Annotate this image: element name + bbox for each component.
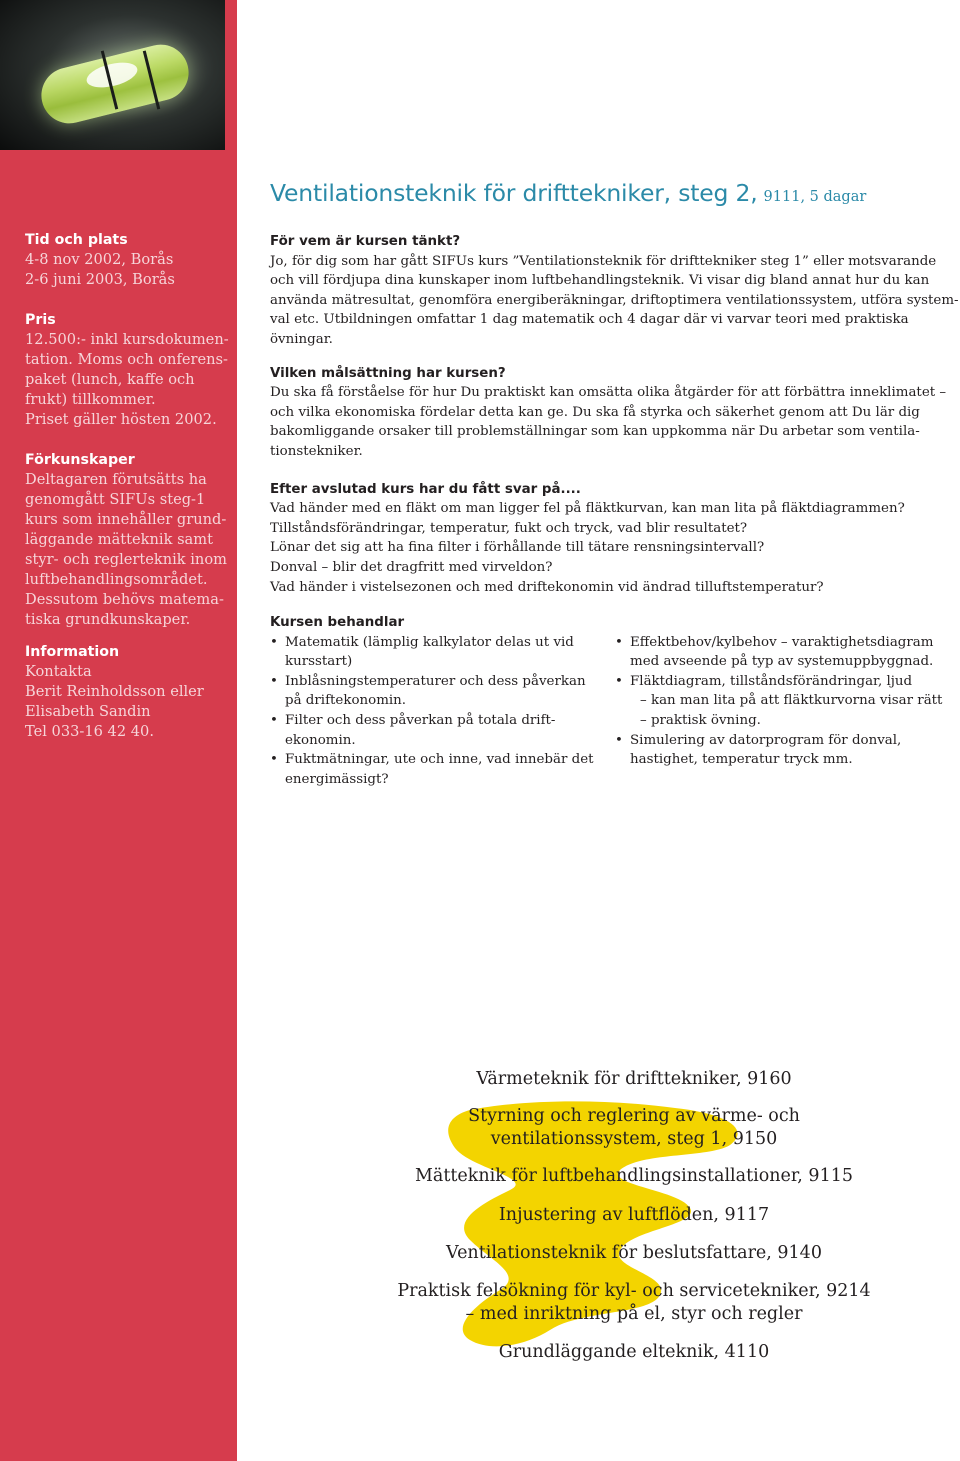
course-item: ventilationssystem, steg 1, 9150 <box>490 1129 778 1149</box>
tid-line: 4-8 nov 2002, Borås <box>25 251 174 268</box>
section-line: Du ska få förståelse för hur Du praktiskt kan omsätta olika åtgärder för att förbättra inneklimatet – <box>270 385 947 401</box>
course-item: Ventilationsteknik för beslutsfattare, 9140 <box>446 1243 822 1263</box>
section-line: bakomliggande orsaker till problemställningar som kan uppkomma när Du arbetar som ventila- <box>270 424 920 440</box>
forkunskaper-line: Dessutom behövs matema- <box>25 591 224 608</box>
information-line: Tel 033-16 42 40. <box>25 723 154 740</box>
topic-item: • Fuktmätningar, ute och inne, vad innebär det energimässigt? <box>270 750 615 789</box>
section-line: och vill fördjupa dina kunskaper inom luftbehandlingsteknik. Vi visar dig bland annat hur du kan <box>270 273 930 289</box>
section-line: Lönar det sig att ha fina filter i förhållande till tätare rensningsintervall? <box>270 540 765 556</box>
pris-heading: Pris <box>25 312 56 328</box>
tid-line: 2-6 juni 2003, Borås <box>25 271 175 288</box>
section-heading: Vilken målsättning har kursen? <box>270 365 506 381</box>
pris-line: paket (lunch, kaffe och <box>25 371 195 388</box>
forkunskaper-line: tiska grundkunskaper. <box>25 611 191 628</box>
page-subtitle: 9111, 5 dagar <box>763 189 867 205</box>
topic-item: • Fläktdiagram, tillståndsförändringar, ljud – kan man lita på att fläktkurvorna visar rätt – praktisk övning. <box>615 672 960 731</box>
topic-item: • Filter och dess påverkan på totala drift- ekonomin. <box>270 711 615 750</box>
section-line: val etc. Utbildningen omfattar 1 dag matematik och 4 dagar där vi varvar teori med praktiska övningar. <box>270 312 909 347</box>
topic-item: • Inblåsningstemperaturer och dess påverkan på driftekonomin. <box>270 672 615 711</box>
section-line: Jo, för dig som har gått SIFUs kurs ”Ventilationsteknik för drifttekniker steg 1” eller motsvarande <box>270 253 937 269</box>
forkunskaper-line: kurs som innehåller grund- <box>25 511 227 528</box>
information-line: Elisabeth Sandin <box>25 703 151 720</box>
information-heading: Information <box>25 644 120 660</box>
topics-right <box>615 633 960 790</box>
section-line: tionstekniker. <box>270 443 363 459</box>
section-line: använda mätresultat, genomföra energiberäkningar, driftoptimera ventilationssystem, utföra system- <box>270 292 959 308</box>
forkunskaper-line: styr- och reglerteknik inom <box>25 551 227 568</box>
pris-line: tation. Moms och onferens- <box>25 351 228 368</box>
forkunskaper-heading: Förkunskaper <box>25 452 135 468</box>
forkunskaper-line: Deltagaren förutsätts ha <box>25 471 207 488</box>
forkunskaper-line: läggande mätteknik samt <box>25 531 213 548</box>
pris-line: 12.500:- inkl kursdokumen- <box>25 331 229 348</box>
forkunskaper-line: luftbehandlingsområdet. <box>25 571 208 588</box>
topics-left <box>270 633 615 790</box>
section-line: Donval – blir det dragfritt med virveldon? <box>270 559 553 575</box>
spirit-level-photo <box>0 0 225 150</box>
course-item: Styrning och reglering av värme- och <box>468 1106 800 1126</box>
section-line: Tillståndsförändringar, temperatur, fukt och tryck, vad blir resultatet? <box>270 520 748 536</box>
pris-line: Priset gäller hösten 2002. <box>25 411 217 428</box>
information-line: Kontakta <box>25 663 92 680</box>
topics-columns <box>270 633 960 790</box>
sidebar <box>0 0 237 1461</box>
forkunskaper-line: genomgått SIFUs steg-1 <box>25 491 206 508</box>
section-heading: Efter avslutad kurs har du fått svar på.... <box>270 481 581 497</box>
course-item: Mätteknik för luftbehandlingsinstallationer, 9115 <box>415 1166 853 1186</box>
course-item: Praktisk felsökning för kyl- och servicetekniker, 9214 <box>397 1281 871 1301</box>
section-line: Vad händer med en fläkt om man ligger fel på fläktkurvan, kan man lita på fläktdiagrammen? <box>270 501 905 517</box>
main-content <box>270 179 960 789</box>
section-heading: Kursen behandlar <box>270 615 405 631</box>
course-item-subtitle: – med inriktning på el, styr och regler <box>465 1304 803 1324</box>
title-row <box>270 179 960 218</box>
sidebar-text <box>25 230 230 742</box>
section-heading: För vem är kursen tänkt? <box>270 234 461 249</box>
section-line: Vad händer i vistelsezonen och med driftekonomin vid ändrad tilluftstemperatur? <box>270 579 824 595</box>
topic-item: • Simulering av datorprogram för donval, hastighet, temperatur tryck mm. <box>615 731 960 770</box>
topic-item: • Matematik (lämplig kalkylator delas ut vid kursstart) <box>270 633 615 672</box>
topic-item: • Effektbehov/kylbehov – varaktighetsdiagram med avseende på typ av systemuppbyggnad. <box>615 633 960 672</box>
page-title: Ventilationsteknik för drifttekniker, steg 2, <box>270 179 758 207</box>
pris-line: frukt) tillkommer. <box>25 391 156 408</box>
section-line: och vilka ekonomiska fördelar detta kan ge. Du ska få styrka och säkerhet genom att Du lär dig <box>270 404 920 420</box>
course-item: Värmeteknik för drifttekniker, 9160 <box>476 1069 792 1089</box>
information-line: Berit Reinholdsson eller <box>25 683 204 700</box>
course-item: Grundläggande elteknik, 4110 <box>498 1342 770 1362</box>
tid-heading: Tid och plats <box>25 232 128 248</box>
course-item: Injustering av luftflöden, 9117 <box>498 1205 770 1225</box>
